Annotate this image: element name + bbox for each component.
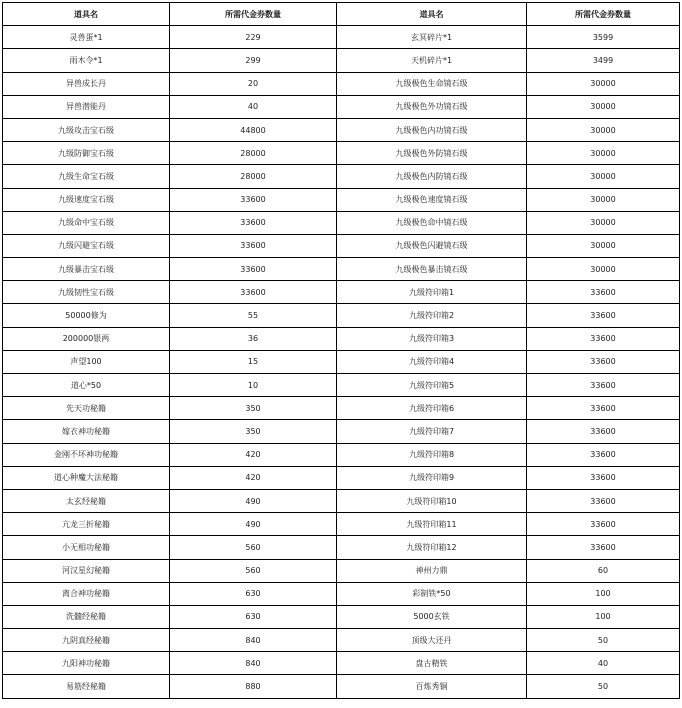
voucher-count-cell: 299 <box>170 49 337 72</box>
voucher-count-cell: 350 <box>170 397 337 420</box>
item-name-cell: 洗髓经秘籍 <box>3 605 170 628</box>
voucher-count-cell: 50 <box>527 675 680 698</box>
voucher-count-cell: 560 <box>170 536 337 559</box>
item-name-cell: 九级极色暴击镜石级 <box>337 258 527 281</box>
voucher-count-cell: 33600 <box>170 258 337 281</box>
voucher-count-cell: 33600 <box>170 188 337 211</box>
voucher-count-cell: 20 <box>170 72 337 95</box>
table-row <box>3 142 680 165</box>
voucher-count-cell: 100 <box>527 582 680 605</box>
voucher-count-cell: 60 <box>527 559 680 582</box>
item-name-cell: 九级极色内功镜石级 <box>337 118 527 141</box>
voucher-count-cell: 30000 <box>527 95 680 118</box>
voucher-count-cell: 630 <box>170 605 337 628</box>
table-row <box>3 165 680 188</box>
voucher-count-cell: 630 <box>170 582 337 605</box>
voucher-count-cell: 55 <box>170 304 337 327</box>
header-voucher-count-left: 所需代金券数量 <box>170 3 337 26</box>
voucher-count-cell: 40 <box>527 652 680 675</box>
item-name-cell: 小无相功秘籍 <box>3 536 170 559</box>
item-name-cell: 九级极色外功镜石级 <box>337 95 527 118</box>
item-name-cell: 九级符印箱6 <box>337 397 527 420</box>
item-name-cell: 离合神功秘籍 <box>3 582 170 605</box>
item-name-cell: 九级极色命中镜石级 <box>337 211 527 234</box>
item-name-cell: 九阳神功秘籍 <box>3 652 170 675</box>
table-row <box>3 420 680 443</box>
item-name-cell: 九阴真经秘籍 <box>3 629 170 652</box>
table-row <box>3 281 680 304</box>
item-name-cell: 彩制铁*50 <box>337 582 527 605</box>
voucher-count-cell: 33600 <box>527 350 680 373</box>
item-name-cell: 道心*50 <box>3 374 170 397</box>
voucher-count-cell: 28000 <box>170 165 337 188</box>
voucher-count-cell: 880 <box>170 675 337 698</box>
table-row <box>3 489 680 512</box>
header-item-name-left: 道具名 <box>3 3 170 26</box>
item-name-cell: 太玄经秘籍 <box>3 489 170 512</box>
voucher-count-cell: 33600 <box>527 489 680 512</box>
item-name-cell: 九级防御宝石级 <box>3 142 170 165</box>
table-row <box>3 559 680 582</box>
item-name-cell: 九级符印箱9 <box>337 466 527 489</box>
voucher-count-cell: 3599 <box>527 26 680 49</box>
voucher-count-cell: 33600 <box>527 513 680 536</box>
voucher-count-cell: 30000 <box>527 234 680 257</box>
table-row <box>3 466 680 489</box>
item-name-cell: 九级符印箱12 <box>337 536 527 559</box>
item-name-cell: 九级极色生命镜石级 <box>337 72 527 95</box>
item-name-cell: 灵兽蛋*1 <box>3 26 170 49</box>
voucher-count-cell: 33600 <box>527 466 680 489</box>
item-name-cell: 九级符印箱4 <box>337 350 527 373</box>
voucher-count-cell: 40 <box>170 95 337 118</box>
voucher-count-cell: 30000 <box>527 165 680 188</box>
header-voucher-count-right: 所需代金券数量 <box>527 3 680 26</box>
item-name-cell: 百炼秀铜 <box>337 675 527 698</box>
item-name-cell: 九级符印箱11 <box>337 513 527 536</box>
table-row <box>3 95 680 118</box>
table-row <box>3 350 680 373</box>
item-name-cell: 5000玄铁 <box>337 605 527 628</box>
table-row <box>3 374 680 397</box>
table-row <box>3 675 680 698</box>
voucher-count-cell: 33600 <box>527 443 680 466</box>
table-row <box>3 211 680 234</box>
item-name-cell: 九级符印箱8 <box>337 443 527 466</box>
table-row <box>3 397 680 420</box>
item-name-cell: 天机碎片*1 <box>337 49 527 72</box>
voucher-count-cell: 33600 <box>527 420 680 443</box>
table-body <box>3 26 680 698</box>
table-row <box>3 605 680 628</box>
item-name-cell: 九级暴击宝石级 <box>3 258 170 281</box>
item-name-cell: 50000修为 <box>3 304 170 327</box>
voucher-count-cell: 50 <box>527 629 680 652</box>
table-row <box>3 582 680 605</box>
voucher-count-cell: 15 <box>170 350 337 373</box>
item-name-cell: 九级符印箱5 <box>337 374 527 397</box>
item-name-cell: 九级命中宝石级 <box>3 211 170 234</box>
voucher-count-cell: 33600 <box>527 374 680 397</box>
item-name-cell: 道心种魔大法秘籍 <box>3 466 170 489</box>
item-name-cell: 嫁衣神功秘籍 <box>3 420 170 443</box>
item-name-cell: 九级极色速度镜石级 <box>337 188 527 211</box>
item-name-cell: 声望100 <box>3 350 170 373</box>
table-header-row <box>3 3 680 26</box>
voucher-count-cell: 30000 <box>527 258 680 281</box>
voucher-count-cell: 28000 <box>170 142 337 165</box>
item-name-cell: 顶级大还丹 <box>337 629 527 652</box>
item-name-cell: 亢龙三折秘籍 <box>3 513 170 536</box>
voucher-count-cell: 490 <box>170 513 337 536</box>
table-row <box>3 629 680 652</box>
item-name-cell: 玄冥碎片*1 <box>337 26 527 49</box>
table-row <box>3 327 680 350</box>
item-name-cell: 九级极色闪避镜石级 <box>337 234 527 257</box>
voucher-count-cell: 33600 <box>527 536 680 559</box>
voucher-count-cell: 229 <box>170 26 337 49</box>
item-name-cell: 金刚不坏神功秘籍 <box>3 443 170 466</box>
voucher-count-cell: 33600 <box>527 304 680 327</box>
item-name-cell: 九级极色外防镜石级 <box>337 142 527 165</box>
table-row <box>3 443 680 466</box>
voucher-count-cell: 420 <box>170 466 337 489</box>
table-row <box>3 234 680 257</box>
item-name-cell: 河汉星幻秘籍 <box>3 559 170 582</box>
item-name-cell: 易筋经秘籍 <box>3 675 170 698</box>
voucher-count-cell: 840 <box>170 629 337 652</box>
header-item-name-right: 道具名 <box>337 3 527 26</box>
item-name-cell: 先天功秘籍 <box>3 397 170 420</box>
voucher-count-cell: 420 <box>170 443 337 466</box>
item-name-cell: 九级闪避宝石级 <box>3 234 170 257</box>
table-row <box>3 304 680 327</box>
item-name-cell: 九级符印箱10 <box>337 489 527 512</box>
table-row <box>3 72 680 95</box>
item-name-cell: 异兽成长丹 <box>3 72 170 95</box>
voucher-count-cell: 33600 <box>527 327 680 350</box>
item-name-cell: 九级极色内防镜石级 <box>337 165 527 188</box>
table-row <box>3 258 680 281</box>
table-row <box>3 513 680 536</box>
item-name-cell: 雨木令*1 <box>3 49 170 72</box>
item-name-cell: 九级韧性宝石级 <box>3 281 170 304</box>
voucher-count-cell: 33600 <box>170 234 337 257</box>
voucher-count-cell: 100 <box>527 605 680 628</box>
item-price-table <box>2 2 680 699</box>
table-row <box>3 118 680 141</box>
voucher-count-cell: 44800 <box>170 118 337 141</box>
voucher-count-cell: 33600 <box>527 281 680 304</box>
table-row <box>3 26 680 49</box>
voucher-count-cell: 30000 <box>527 211 680 234</box>
item-name-cell: 九级符印箱1 <box>337 281 527 304</box>
voucher-count-cell: 30000 <box>527 118 680 141</box>
table-row <box>3 188 680 211</box>
table-row <box>3 536 680 559</box>
voucher-count-cell: 350 <box>170 420 337 443</box>
voucher-count-cell: 490 <box>170 489 337 512</box>
voucher-count-cell: 36 <box>170 327 337 350</box>
voucher-count-cell: 840 <box>170 652 337 675</box>
table-row <box>3 49 680 72</box>
item-name-cell: 九级速度宝石级 <box>3 188 170 211</box>
voucher-count-cell: 33600 <box>527 397 680 420</box>
item-name-cell: 九级符印箱2 <box>337 304 527 327</box>
item-name-cell: 九级符印箱3 <box>337 327 527 350</box>
table-row <box>3 652 680 675</box>
voucher-count-cell: 560 <box>170 559 337 582</box>
voucher-count-cell: 30000 <box>527 188 680 211</box>
item-name-cell: 盘古精铁 <box>337 652 527 675</box>
voucher-count-cell: 30000 <box>527 142 680 165</box>
item-name-cell: 九级生命宝石级 <box>3 165 170 188</box>
voucher-count-cell: 3499 <box>527 49 680 72</box>
voucher-count-cell: 10 <box>170 374 337 397</box>
item-name-cell: 神州力鼎 <box>337 559 527 582</box>
voucher-count-cell: 30000 <box>527 72 680 95</box>
voucher-count-cell: 33600 <box>170 211 337 234</box>
item-name-cell: 九级符印箱7 <box>337 420 527 443</box>
voucher-count-cell: 33600 <box>170 281 337 304</box>
item-name-cell: 异兽潜能丹 <box>3 95 170 118</box>
item-name-cell: 200000银两 <box>3 327 170 350</box>
item-name-cell: 九级攻击宝石级 <box>3 118 170 141</box>
